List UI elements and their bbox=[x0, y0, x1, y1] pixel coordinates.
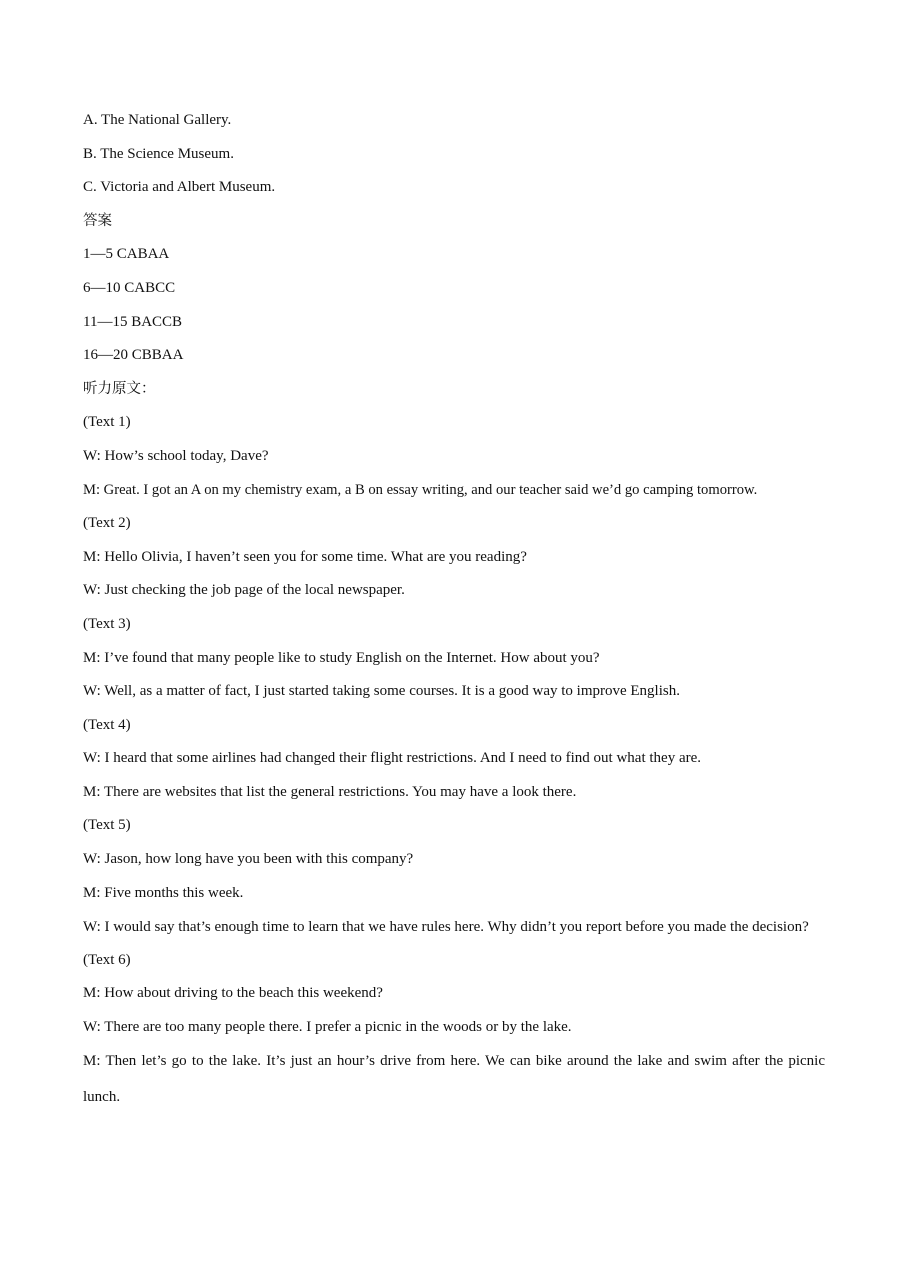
transcript-text-label: (Text 2) bbox=[83, 515, 131, 532]
answer-range-6-10: 6—10 CABCC bbox=[83, 279, 176, 296]
answer-range-16-20: 16—20 CBBAA bbox=[83, 347, 184, 364]
transcript-text-label: (Text 5) bbox=[83, 817, 131, 834]
transcript-paragraph: W: I would say that’s enough time to learn that we have rules here. Why didn’t you report before you made the decision? bbox=[83, 918, 809, 935]
transcript-text-label: (Text 1) bbox=[83, 414, 131, 431]
answer-heading: 答案 bbox=[83, 212, 112, 229]
option-a: A. The National Gallery. bbox=[83, 112, 232, 128]
transcript-line: W: Jason, how long have you been with this company? bbox=[83, 851, 414, 868]
option-b: B. The Science Museum. bbox=[83, 145, 234, 162]
transcript-line: M: How about driving to the beach this weekend? bbox=[83, 985, 383, 1002]
transcript-line: M: Five months this week. bbox=[83, 884, 244, 901]
option-c: C. Victoria and Albert Museum. bbox=[83, 179, 276, 196]
transcript-line: W: How’s school today, Dave? bbox=[83, 447, 269, 464]
answer-range-1-5: 1—5 CABAA bbox=[83, 246, 170, 263]
transcript-line: W: Well, as a matter of fact, I just started taking some courses. It is a good way to improve English. bbox=[83, 683, 680, 700]
document-body bbox=[83, 111, 825, 1121]
transcript-paragraph: M: Then let’s go to the lake. It’s just an hour’s drive from here. We can bike around the lake and swim after the picnic lunch. bbox=[83, 1053, 825, 1106]
transcript-text-label: (Text 4) bbox=[83, 716, 131, 733]
transcript-line: W: Just checking the job page of the local newspaper. bbox=[83, 582, 405, 599]
transcript-line: M: Hello Olivia, I haven’t seen you for some time. What are you reading? bbox=[83, 548, 527, 565]
transcript-text-label: (Text 6) bbox=[83, 951, 131, 968]
answer-range-11-15: 11—15 BACCB bbox=[83, 313, 183, 330]
transcript-line: W: I heard that some airlines had changed their flight restrictions. And I need to find out what they are. bbox=[83, 750, 702, 767]
transcript-line: M: Great. I got an A on my chemistry exam, a B on essay writing, and our teacher said we’d go camping tomorrow. bbox=[83, 481, 758, 498]
transcript-text-label: (Text 3) bbox=[83, 615, 131, 632]
transcript-heading: 听力原文： bbox=[83, 380, 156, 397]
transcript-line: W: There are too many people there. I prefer a picnic in the woods or by the lake. bbox=[83, 1018, 572, 1035]
transcript-line: M: I’ve found that many people like to study English on the Internet. How about you? bbox=[83, 649, 600, 666]
transcript-line: M: There are websites that list the general restrictions. You may have a look there. bbox=[83, 783, 577, 800]
